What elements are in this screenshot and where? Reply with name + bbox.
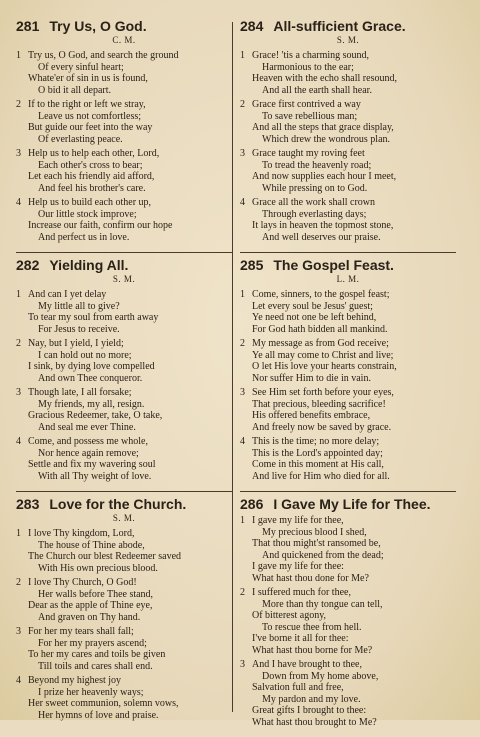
stanza-number: 4 (16, 197, 21, 208)
stanza-line: Ye all may come to Christ and live; (252, 349, 394, 361)
hymn-number: 282 (16, 257, 40, 273)
column-divider (232, 22, 233, 712)
hymn-heading (240, 257, 456, 273)
stanza-number: 1 (16, 289, 21, 300)
stanza-line: Through everlasting days; (262, 208, 367, 220)
stanza-line: Of bitterest agony, (252, 610, 327, 621)
stanza-line: But guide our feet into the way (28, 122, 153, 133)
stanza-number: 3 (240, 387, 245, 398)
stanza-line: Which drew the wondrous plan. (262, 133, 391, 145)
hymn-285 (240, 252, 456, 482)
stanza (16, 577, 232, 623)
stanza-line: My pardon and my love. (262, 693, 361, 705)
stanza-line: I suffered much for thee, (252, 587, 351, 598)
hymn-meter: S. M. (112, 513, 136, 523)
stanza-line: To her my cares and toils be given (28, 649, 166, 660)
stanza-line: If to the right or left we stray, (28, 99, 146, 110)
stanza-line: To rescue thee from hell. (262, 621, 362, 633)
hymn-heading (16, 18, 232, 34)
stanza-number: 3 (240, 148, 245, 159)
hymn-number: 286 (240, 496, 264, 512)
stanza (16, 148, 232, 194)
stanza-line: This is the time; no more delay; (252, 436, 380, 447)
stanza (240, 659, 456, 728)
stanza-line: More than thy tongue can tell, (262, 598, 383, 610)
hymn-title: The Gospel Feast. (273, 257, 394, 273)
stanza-line: Come in this moment at His call, (252, 459, 384, 470)
stanza (16, 528, 232, 574)
stanza-line: And I have brought to thee, (252, 659, 362, 670)
stanza-line: And all the steps that grace display, (252, 122, 394, 133)
stanza-line: And freely now be saved by grace. (252, 421, 392, 433)
stanza-line: And quickened from the dead; (262, 549, 384, 561)
hymn-title: Try Us, O God. (49, 18, 147, 34)
hymn-heading (240, 496, 456, 512)
stanza-line: My message as from God receive; (252, 338, 389, 349)
hymn-number: 283 (16, 496, 40, 512)
stanza-number: 2 (240, 99, 245, 110)
stanza (16, 626, 232, 672)
stanza-line: Grace all the work shall crown (252, 197, 376, 208)
hymn-meter: L. M. (336, 274, 360, 284)
stanza-number: 3 (16, 387, 21, 398)
stanza (240, 515, 456, 584)
stanza-line: And perfect us in love. (38, 231, 130, 243)
hymn-title: Love for the Church. (49, 496, 187, 512)
left-column (16, 18, 232, 730)
stanza-line: I gave my life for thee, (252, 515, 344, 526)
stanza-number: 2 (16, 577, 21, 588)
hymn-heading (16, 496, 232, 512)
stanza-line: I gave my life for thee: (252, 561, 344, 572)
stanza-line: Her sweet communion, solemn vows, (28, 698, 179, 709)
hymn-number: 284 (240, 18, 264, 34)
stanza-line: Harmonious to the ear; (262, 61, 354, 73)
stanza (16, 387, 232, 433)
stanza-line: Our little stock improve; (38, 208, 137, 220)
stanza (16, 436, 232, 482)
stanza-line: That precious, bleeding sacrifice! (252, 398, 386, 410)
stanza-line: For her my prayers ascend; (38, 637, 147, 649)
stanza-line: With His own precious blood. (38, 562, 158, 574)
stanza-line: What hast thou brought to Me? (252, 716, 377, 728)
stanza-line: The house of Thine abode, (38, 539, 145, 551)
stanza-line: Come, sinners, to the gospel feast; (252, 289, 390, 300)
stanza (16, 99, 232, 145)
hymn-meter: C. M. (112, 35, 136, 45)
stanza (16, 50, 232, 96)
stanza-line: Grace! 'tis a charming sound, (252, 50, 370, 61)
hymn-separator-rule (16, 252, 232, 253)
stanza-line: O let His love your hearts constrain, (252, 361, 397, 372)
stanza-line: And all the earth shall hear. (262, 84, 372, 96)
stanza-line: My friends, my all, resign. (38, 398, 145, 410)
stanza-number: 1 (240, 50, 245, 61)
stanza-line: Till toils and cares shall end. (38, 660, 153, 672)
hymn-286 (240, 491, 456, 728)
stanza-line: I can hold out no more; (38, 349, 132, 361)
stanza-line: The Church our blest Redeemer saved (28, 551, 182, 562)
stanza-line: Her walls before Thee stand, (38, 588, 154, 600)
stanza-line: Dear as the apple of Thine eye, (28, 600, 153, 611)
stanza-line: Help us to help each other, Lord, (28, 148, 160, 159)
stanza-number: 4 (240, 197, 245, 208)
hymn-number: 281 (16, 18, 40, 34)
stanza-line: Though late, I all forsake; (28, 387, 132, 398)
hymn-separator-rule (16, 491, 232, 492)
stanza-line: It lays in heaven the topmost stone, (252, 220, 394, 231)
stanza-line: With all Thy weight of love. (38, 470, 152, 482)
stanza-line: Grace taught my roving feet (252, 148, 365, 159)
stanza-line: Come, and possess me whole, (28, 436, 148, 447)
hymn-separator-rule (240, 491, 456, 492)
hymn-title: I Gave My Life for Thee. (273, 496, 431, 512)
stanza-line: Settle and fix my wavering soul (28, 459, 156, 470)
stanza-line: To save rebellious man; (262, 110, 358, 122)
stanza-line: My little all to give? (38, 300, 120, 312)
stanza-line: Let every soul be Jesus' guest; (252, 300, 373, 312)
stanza-number: 3 (16, 148, 21, 159)
stanza-line: Let each his friendly aid afford, (28, 171, 155, 182)
hymn-282 (16, 252, 232, 482)
stanza-number: 2 (16, 338, 21, 349)
stanza-line: Beyond my highest joy (28, 675, 122, 686)
stanza-line: Of every sinful heart; (38, 61, 124, 73)
stanza-line: And now supplies each hour I meet, (252, 171, 397, 182)
stanza-number: 1 (16, 528, 21, 539)
stanza-line: Each other's cross to bear; (38, 159, 143, 171)
stanza-line: Whate'er of sin in us is found, (28, 73, 148, 84)
stanza (240, 387, 456, 433)
stanza-line: Down from My home above, (262, 670, 379, 682)
stanza (240, 197, 456, 243)
stanza-line: What hast thou borne for Me? (252, 644, 373, 656)
stanza-line: Increase our faith, confirm our hope (28, 220, 173, 231)
stanza-line: I love Thy Church, O God! (28, 577, 137, 588)
hymn-284 (240, 18, 456, 243)
stanza-number: 4 (16, 675, 21, 686)
stanza (16, 197, 232, 243)
stanza (240, 50, 456, 96)
stanza-number: 4 (16, 436, 21, 447)
stanza (240, 338, 456, 384)
stanza-line: Great gifts I brought to thee: (252, 705, 367, 716)
stanza-line: I've borne it all for thee: (252, 633, 349, 644)
hymn-heading (16, 257, 232, 273)
stanza-line: Of everlasting peace. (38, 133, 123, 145)
stanza-line: And seal me ever Thine. (38, 421, 136, 433)
stanza-number: 4 (240, 436, 245, 447)
stanza-number: 1 (240, 289, 245, 300)
stanza-line: Grace first contrived a way (252, 99, 361, 110)
stanza-line: Ye need not one be left behind, (252, 312, 377, 323)
stanza-line: And own Thee conqueror. (38, 372, 143, 384)
stanza (240, 587, 456, 656)
stanza (240, 289, 456, 335)
stanza-line: Gracious Redeemer, take, O take, (28, 410, 163, 421)
stanza-line: While pressing on to God. (262, 182, 368, 194)
hymn-heading (240, 18, 456, 34)
stanza-line: Help us to build each other up, (28, 197, 152, 208)
stanza-line: And can I yet delay (28, 289, 107, 300)
stanza-line: For Jesus to receive. (38, 323, 120, 335)
stanza (16, 289, 232, 335)
stanza-number: 2 (240, 587, 245, 598)
hymn-separator-rule (240, 252, 456, 253)
stanza-line: This is the Lord's appointed day; (252, 447, 383, 459)
stanza-line: See Him set forth before your eyes, (252, 387, 394, 398)
stanza-line: To tear my soul from earth away (28, 312, 159, 323)
hymn-meter: S. M. (336, 35, 360, 45)
stanza (240, 99, 456, 145)
stanza-line: His offered benefits embrace, (252, 410, 371, 421)
hymn-title: Yielding All. (49, 257, 129, 273)
stanza (16, 675, 232, 721)
stanza-line: For God hath bidden all mankind. (252, 323, 388, 335)
stanza-line: Nor hence again remove; (38, 447, 139, 459)
stanza-line: Her hymns of love and praise. (38, 709, 159, 721)
stanza-line: What hast thou done for Me? (252, 572, 369, 584)
stanza-line: I prize her heavenly ways; (38, 686, 144, 698)
stanza-number: 2 (16, 99, 21, 110)
stanza-number: 1 (240, 515, 245, 526)
stanza-number: 3 (16, 626, 21, 637)
stanza-line: Nay, but I yield, I yield; (28, 338, 124, 349)
stanza-line: My precious blood I shed, (262, 526, 367, 538)
stanza-line: I love Thy kingdom, Lord, (28, 528, 135, 539)
stanza-number: 2 (240, 338, 245, 349)
stanza (16, 338, 232, 384)
stanza-line: I sink, by dying love compelled (28, 361, 155, 372)
stanza-line: And live for Him who died for all. (252, 470, 390, 482)
stanza-number: 1 (16, 50, 21, 61)
stanza-line: And well deserves our praise. (262, 231, 381, 243)
hymn-281 (16, 18, 232, 243)
stanza-line: Try us, O God, and search the ground (28, 50, 179, 61)
stanza-line: That thou might'st ransomed be, (252, 538, 381, 549)
stanza-line: For her my tears shall fall; (28, 626, 134, 637)
stanza-line: To tread the heavenly road; (262, 159, 372, 171)
hymn-283 (16, 491, 232, 721)
stanza-line: And graven on Thy hand. (38, 611, 141, 623)
stanza-number: 3 (240, 659, 245, 670)
stanza-line: Salvation full and free, (252, 682, 344, 693)
stanza-line: Leave us not comfortless; (38, 110, 142, 122)
hymn-number: 285 (240, 257, 264, 273)
stanza-line: Nor suffer Him to die in vain. (252, 372, 371, 384)
stanza (240, 148, 456, 194)
stanza (240, 436, 456, 482)
stanza-line: And feel his brother's care. (38, 182, 146, 194)
stanza-line: O bid it all depart. (38, 84, 112, 96)
hymn-meter: S. M. (112, 274, 136, 284)
hymn-title: All-sufficient Grace. (273, 18, 406, 34)
right-column (240, 18, 456, 737)
stanza-line: Heaven with the echo shall resound, (252, 73, 397, 84)
